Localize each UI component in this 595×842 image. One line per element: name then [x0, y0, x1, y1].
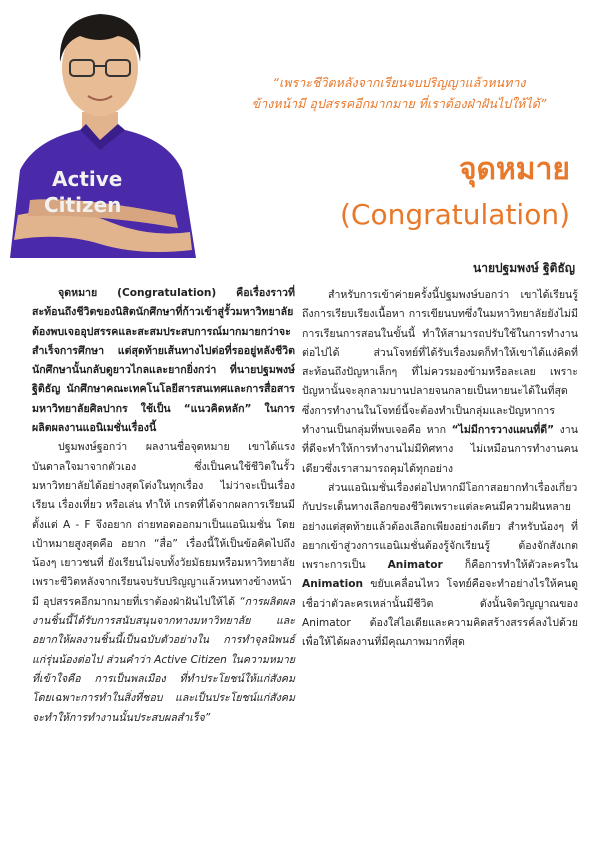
title-thai: จุดหมาย — [458, 152, 570, 187]
right-p1-bold: “ไม่มีการวางแผนที่ดี” — [451, 424, 555, 437]
portrait-photo — [0, 0, 205, 258]
right-column — [302, 286, 578, 653]
left-body-paragraph — [32, 438, 295, 727]
shirt-text-citizen: Citizen — [44, 193, 122, 217]
right-p2-animator: Animator — [387, 559, 443, 572]
intro-paragraph: จุดหมาย (Congratulation) คือเรื่องราวที่สะท้อนถึงชีวิตของนิสิตนักศึกษาที่ก้าวเข้าสู่รั้วมหาวิทยาลัยต้องพบเจออุปสรรคและสะสมประสบการณ์มากมายกว่าจะสำเร็จการศึกษา แต่สุดท้ายเส้นทางไปต่อที่รออยู่หลังชีวิตนักศึกษานั้นกลับดูยาวไกลและยากยิ่งกว่า ที่นายปฐมพงษ์ ฐิติธัญ นักศึกษาคณะเทคโนโลยีสารสนเทศและการสื่อสาร มหาวิทยาลัยศิลปากร ใช้เป็น “แนวคิดหลัก” ในการผลิตผลงานแอนิเมชั่นเรื่องนี้ — [32, 287, 295, 435]
pull-quote — [220, 72, 578, 114]
quote-line-2: ข้างหน้ามี อุปสรรคอีกมากมาย ที่เราต้องฝ่าฝันไปให้ได้” — [251, 96, 547, 111]
left-body-text: ปฐมพงษ์ฐอกว่า ผลงานชื่อจุดหมาย เขาได้แรงบันดาลใจมาจากตัวเอง ซึ่งเป็นคนใช้ชีวิตในรั้วมหาวิทยาลัยได้อย่างสุดโต่งในทุกเรื่อง ไม่ว่าจะเป็นเรื่องเรียน เรื่องเที่ยว หรือเล่น ทำให้ เกรดที่ได้จากผลการเรียนมีตั้งแต่ A - F จึงอยาก ถ่ายทอดออกมาเป็นแอนิเมชั่น โดยเป้าหมายสูงสุดคือ อยาก “สื่อ” เรื่องนี้ให้เป็นข้อคิดไปถึงน้องๆ เยาวชนที่ ยังเรียนไม่จบทั้งวัยมัธยมหรือมหาวิทยาลัย เพราะชีวิตหลังจากเรียนจบรับปริญญาแล้วหนทางข้างหน้ามี อุปสรรคอีกมากมายที่เราต้องฝ่าฝันไปให้ได้ — [32, 441, 295, 608]
left-column — [32, 284, 295, 728]
right-p2-text: ส่วนแอนิเมชั่นเรื่องต่อไปหากมีโอกาสอยากทำเรื่องเกี่ยวกับประเด็นทางเลือกของชีวิตเพราะแต่ละคนมีความฝันหลายอย่างแต่สุดท้ายแล้วต้องเลือกเพียงอย่างเดียว สำหรับน้องๆ ที่อยากเข้าสู่วงการแอนิเมชั่นต้องรู้จักเรียนรู้ ต้องจักสังเกต เพราะการเป็น — [302, 481, 578, 572]
right-p2-text-mid: ก็คือการทำให้ตัวละครใน — [464, 559, 578, 572]
shirt-text-active: Active — [52, 167, 123, 191]
title-english: (Congratulation) — [339, 198, 570, 231]
quote-line-1: “เพราะชีวิตหลังจากเรียนจบปริญญาแล้วหนทาง — [272, 75, 526, 90]
right-p1-text: สำหรับการเข้าค่ายครั้งนี้ปฐมพงษ์บอกว่า เขาได้เรียนรู้ถึงการเรียบเรียงเนื้อหา การเขียนบทซึ่งในมหาวิทยาลัยยังไม่มีการเรียนการสอนในขั้นนี้ ทำให้สามารถปรับใช้ในการทำงานต่อไปได้ ส่วนโจทย์ที่ได้รับเรื่องมดก็ทำให้เขาได้แง่คิดที่สะท้อนถึงปัญหาเล็กๆ ที่ไม่ควรมองข้ามหรือละเลย เพราะปัญหานั้นจะลุกลามบานปลายจนกลายเป็นหายนะได้ในที่สุด ซึ่งการทำงานในโจทย์นี้จะต้องทำเป็นกลุ่มและปัญหาการทำงานเป็นกลุ่มที่พบเจอคือ หาก — [302, 289, 578, 437]
right-p2-animation: Animation — [302, 578, 364, 591]
author-name: นายปฐมพงษ์ ฐิติธัญ — [473, 261, 575, 275]
right-p1-text-end: งานที่ดีจะทำให้การทำงานไม่มีทิศทาง ไม่เหมือนการทำงานคนเดียวซึ่งเราสามารถคุมได้ทุกอย่าง — [302, 424, 578, 475]
left-body-italic-quote: “การผลิตผลงานชิ้นนี้ได้รับการสนับสนุนจากทางมหาวิทยาลัย และอยากให้ผลงานชิ้นนี้เป็นฉบับตัวอย่างใน การทำจุลนิพนธ์แก่รุ่นน้องต่อไป ส่วนคำว่า Active Citizen ในความหมายที่เข้าใจคือ การเป็นพลเมือง ที่ทำประโยชน์ให้แก่สังคม โดยเฉพาะการทำในสิ่งที่ชอบ และเป็นประโยชน์แก่สังคมจะทำให้การทำงานนั้นประสบผลสำเร็จ” — [32, 595, 296, 724]
right-paragraph-1 — [302, 286, 578, 479]
portrait-illustration — [0, 0, 205, 258]
right-p2-text-end: ขยับเคลื่อนไหว โจทย์คือจะทำอย่างไรให้คนดูเชื่อว่าตัวละครเหล่านั้นมีชีวิต ดังนั้นจิตวิญญาณของ Animator ต้องใส่ไอเดียและความคิดสร้างสรรค์ลงไปด้วยเพื่อให้ได้ผลงานที่มีคุณภาพมากที่สุด — [302, 578, 578, 649]
right-paragraph-2 — [302, 479, 578, 653]
